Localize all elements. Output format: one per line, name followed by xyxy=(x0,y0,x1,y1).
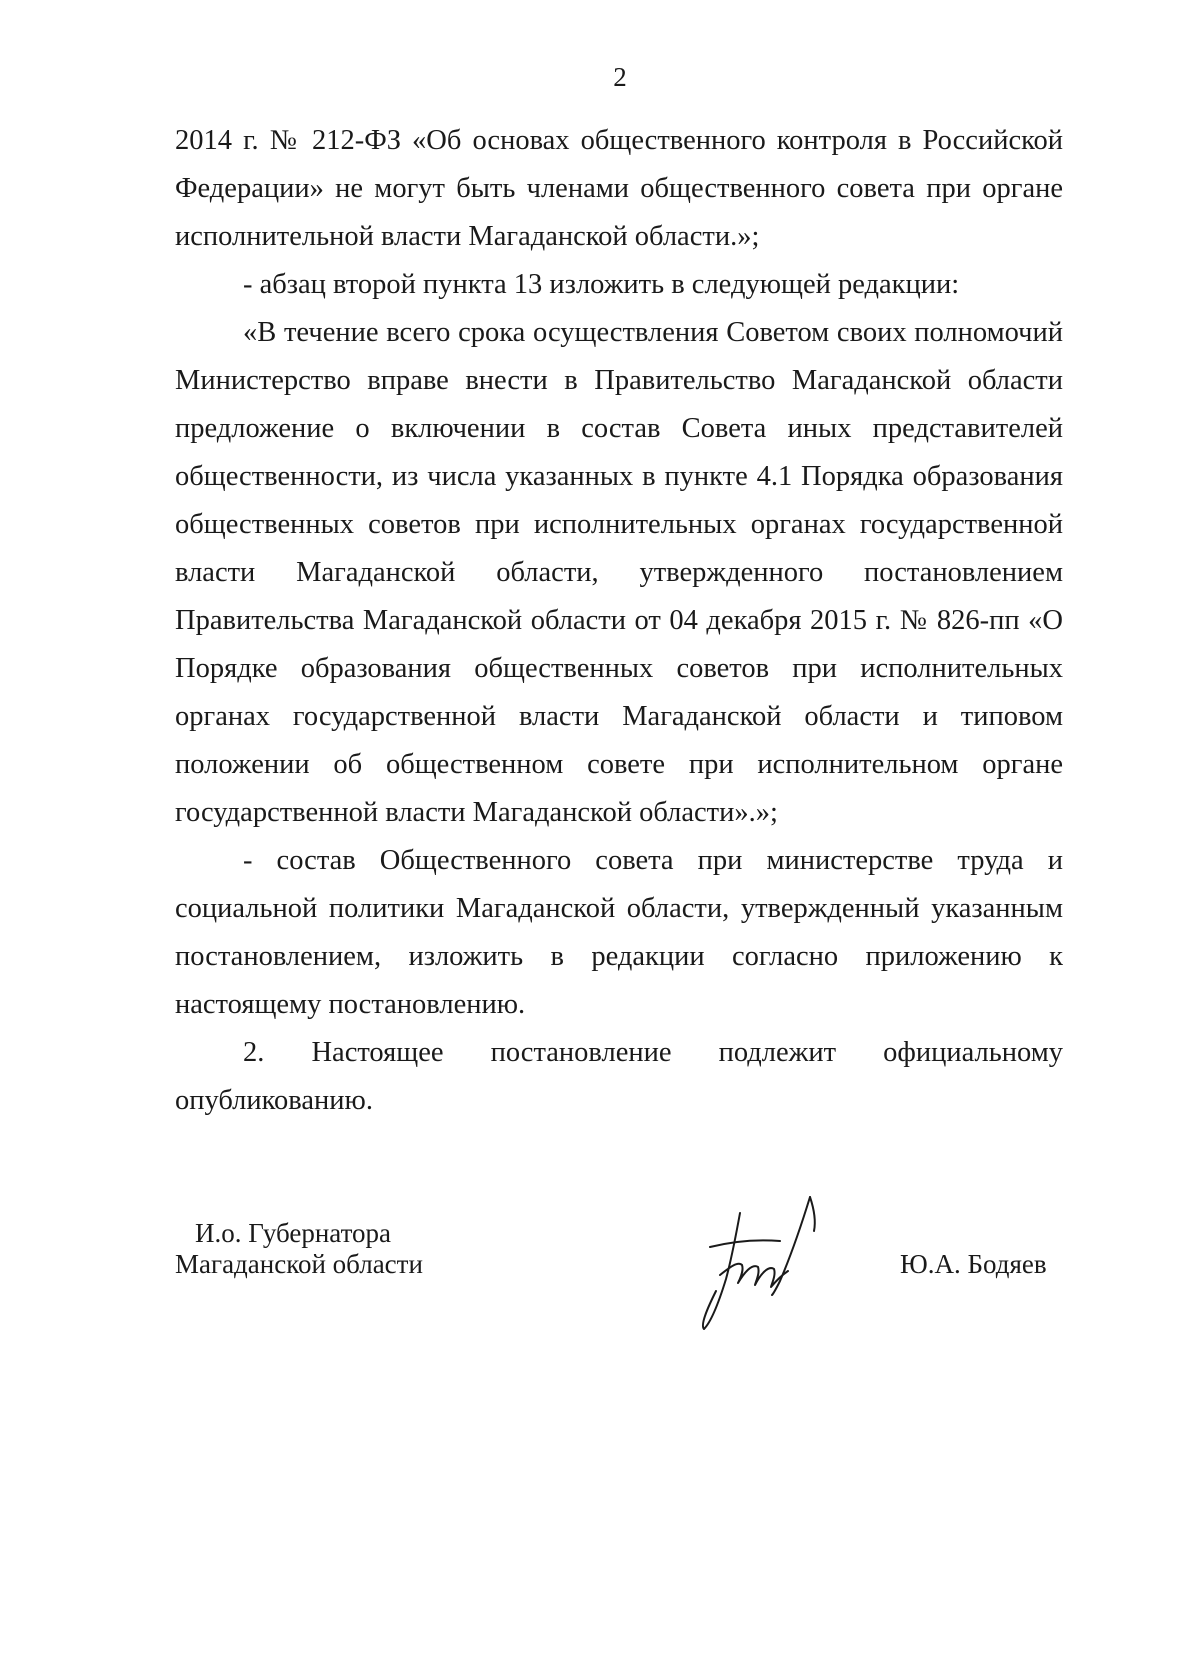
paragraph-amendment-intro: - абзац второй пункта 13 изложить в следующей редакции: xyxy=(243,269,960,300)
document-body xyxy=(175,117,1063,1125)
paragraph-publication: 2. Настоящее постановление подлежит официальному опубликованию. xyxy=(175,1037,1063,1116)
signatory-position-line1: И.о. Губернатора xyxy=(195,1218,392,1248)
signatory-name: Ю.А. Бодяев xyxy=(900,1249,1047,1279)
paragraph-council-composition: - состав Общественного совета при министерстве труда и социальной политики Магаданской области, утвержденный указанным постановлением, изложить в редакции согласно приложению к настоящему постановлению. xyxy=(175,845,1063,1020)
signatory-position xyxy=(175,1218,423,1280)
handwritten-signature xyxy=(700,1195,860,1335)
paragraph-continuation: 2014 г. № 212-ФЗ «Об основах общественного контроля в Российской Федерации» не могут быть членами общественного совета при органе исполнительной власти Магаданской области.»; xyxy=(175,125,1063,252)
paragraph-amendment-text: «В течение всего срока осуществления Советом своих полномочий Министерство вправе внести в Правительство Магаданской области предложение о включении в состав Совета иных представителей общественности, из числа указанных в пункте 4.1 Порядка образования общественных советов при исполнительных органах государственной власти Магаданской области, утвержденного постановлением Правительства Магаданской области от 04 декабря 2015 г. № 826-пп «О Порядке образования общественных советов при исполнительных органах государственной власти Магаданской области и типовом положении об общественном совете при исполнительном органе государственной власти Магаданской области».»; xyxy=(175,317,1063,828)
signatory-position-line2: Магаданской области xyxy=(175,1249,423,1279)
page-number: 2 xyxy=(613,62,627,92)
